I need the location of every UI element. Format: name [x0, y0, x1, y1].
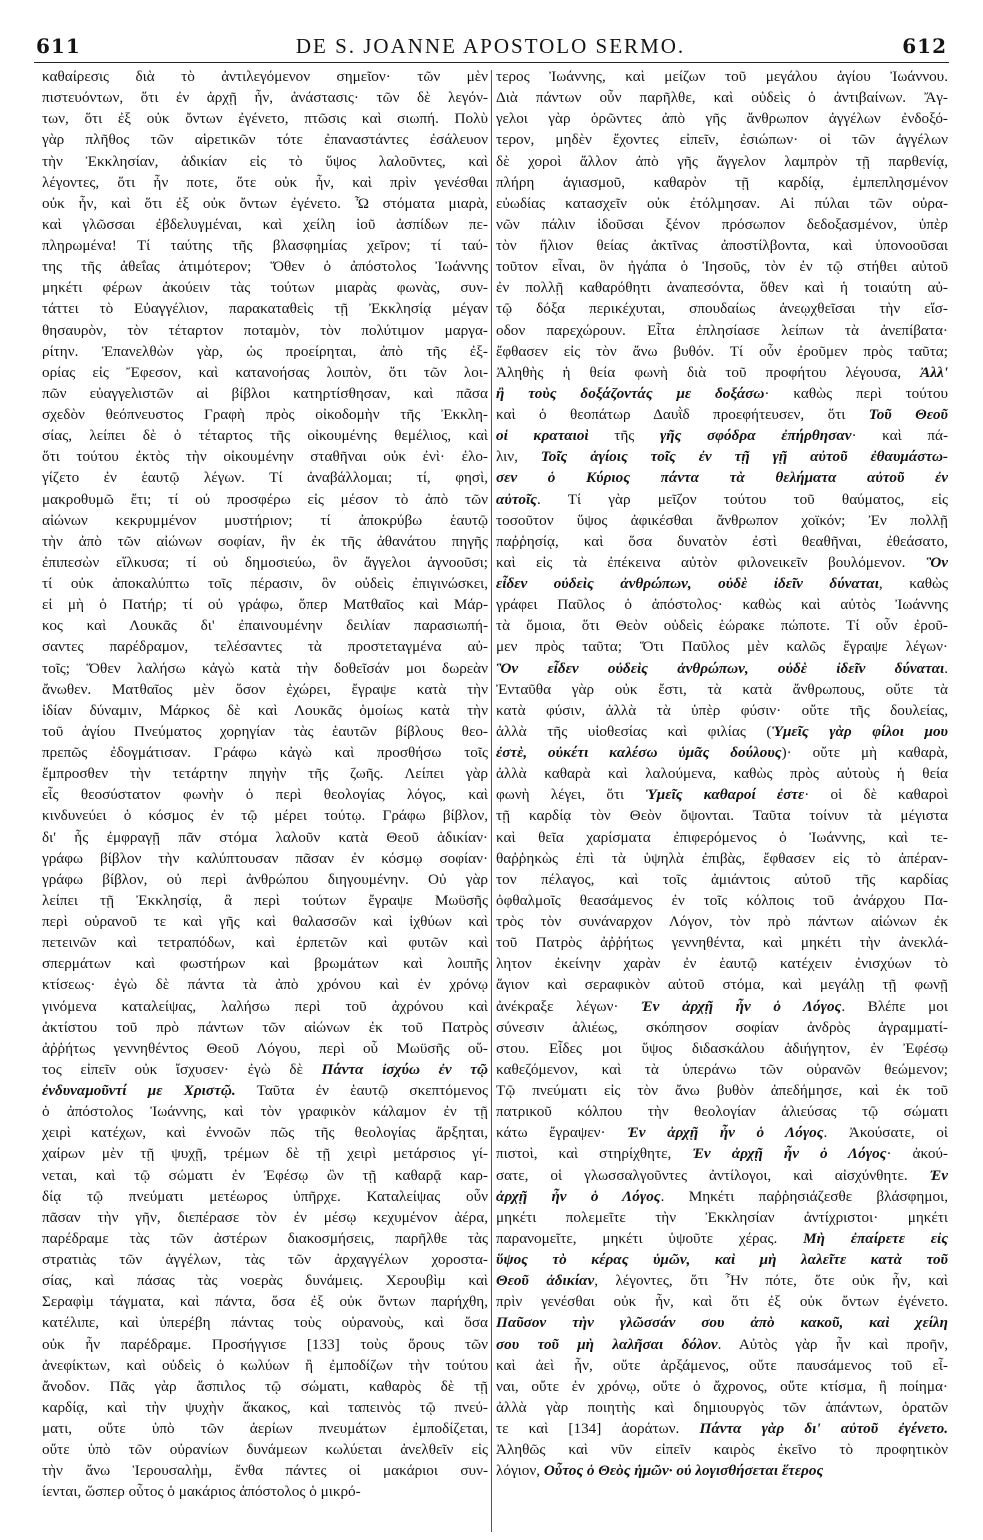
text-line: ἐνδυναμοῦντί με Χριστῷ. Ταῦτα ἐν ἑαυτῷ σκεπτόμενος	[42, 1082, 488, 1099]
text-line: ἀνεφίκτων, καὶ οὐδεὶς ὁ κωλύων ἢ ἐμποδίζων τὴν τούτου	[42, 1356, 488, 1374]
text-line: ἀλλὰ καθαρὰ καὶ λαλούμενα, καθὼς πρὸς αὐτοὺς ἡ θεία	[496, 765, 948, 783]
text-line: στου. Εἶδες μοι ὕψος διδασκάλου ἀδιήγητον, ἐν Ἐφέσῳ	[496, 1039, 948, 1057]
quotation: Ἐν ἀρχῇ ἦν ὁ Λόγος	[641, 997, 842, 1015]
text-line: πληρωμένα! Τί ταύτης τῆς βλασφημίας χεῖρον; τί ταύ-	[42, 237, 488, 254]
text-line: της τῆς ἀθεΐας ἀτιμότερον; Ὅθεν ὁ ἀπόστολος Ἰωάννης	[42, 258, 488, 276]
text-line: τὴν ἀπὸ τῶν αἰώνων σοφίαν, ἣν ἐκ τῆς ἀθανάτου πηγῆς	[42, 532, 488, 550]
text-line: τοῦ Πατρὸς ἀῤῥήτως γεννηθέντα, καὶ μηκέτι τὴν ἀνεκλά-	[496, 934, 948, 952]
text-line: καὶ γλῶσσαι ἐβδελυγμέναι, καὶ χείλη ἰοῦ ἀσπίδων πε-	[42, 215, 488, 233]
text-line: πρεπῶς ἐδογμάτισαν. Γράφω κἀγὼ καὶ προσθήσω τοῖς	[42, 744, 488, 761]
quotation: γῆς σφόδρα ἐπήρθησαν	[659, 427, 852, 445]
text-line: Διὰ πάντων οὖν παρῆλθε, καὶ οὐδεὶς ὁ ἀντιβαίνων. Ἄγ-	[496, 89, 948, 107]
text-line: τὸν ἥλιον θείας ἀκτῖνας ἀποστίλβοντα, καὶ ὑπονοοῦσαι	[496, 237, 948, 254]
text-line: κατὰ φύσιν, ἀλλὰ τὰ ὑπὲρ φύσιν· οὔτε τῆς δουλείας,	[496, 701, 948, 719]
text-line: πατρικοῦ κόλπου τὴν θεολογίαν ἁλιεύσας τῷ σώματι	[496, 1103, 948, 1121]
text-line	[496, 1249, 948, 1270]
text-line: αὐτοῖς. Τί γὰρ μεῖζον τούτου τοῦ θαύματος, εἰς	[496, 490, 948, 508]
text-line: νεται, καὶ τῷ σώματι ἐν Ἐφέσῳ ὢν τῇ καθαρᾷ καρ-	[42, 1166, 488, 1184]
text-line: των, ὅτι ἐξ οὐκ ὄντων ἐγένετο, πτῶσις καὶ σιωπή. Πολὺ	[42, 110, 488, 128]
text-line: γινόμενα καταλείψας, λαλήσω περὶ τοῦ ἀχρόνου καὶ	[42, 997, 488, 1015]
text-line: καθεζόμενον, καὶ τὰ ὑπεράνω τῶν οὐρανῶν θεώμενον;	[496, 1060, 948, 1078]
text-line: ἀρχῇ ἦν ὁ Λόγος. Μηκέτι παῤῥησιάζεσθε βλάσφημοι,	[496, 1187, 948, 1205]
text-line: ἔφθασεν εἰς τὸν ἄνω βυθόν. Τί οὖν ἐροῦμεν πρὸς ταῦτα;	[496, 342, 948, 360]
text-line: τάττει τὸ Εὐαγγέλιον, παρακαταθεὶς τῇ Ἐκκλησίᾳ μέγαν	[42, 300, 488, 318]
quotation: ἐστὲ, οὐκέτι καλέσω ὑμᾶς δούλους	[496, 744, 782, 761]
text-line: Ἐνταῦθα γὰρ οὐκ ἔστι, τὰ κατὰ ἄνθρωπους, οὔτε τὰ	[496, 680, 948, 698]
text-line: ἐπιπεσὼν εἵλκυσα; τί οὐ δημοσιεύω, ὃν ἄγγελοι ἀγνοοῦσι;	[42, 553, 488, 571]
text-line: αἰώνων κεκρυμμένον μυστήριον; τί ἀποκρύβω ἑαυτῷ	[42, 511, 488, 529]
text-line: θησαυρὸν, τὸν τέταρτον ποταμὸν, τὸν πολύτιμον μαργα-	[42, 321, 488, 339]
quotation: Ἐν ἀρχῇ ἦν ὁ Λόγος	[692, 1145, 887, 1163]
text-line: ματι, οὔτε ὑπὸ τῶν ἀερίων πνευμάτων ἐμποδίζεται,	[42, 1420, 488, 1437]
running-title: DE S. JOANNE APOSTOLO SERMO.	[295, 34, 686, 58]
text-line: κτίσεως· ἐγὼ δὲ πάντα τὰ ἀπὸ χρόνου καὶ ἐν χρόνῳ	[42, 976, 488, 994]
text-line: λόγιον, Οὗτος ὁ Θεὸς ἡμῶν· οὐ λογισθήσεται ἕτερος	[496, 1462, 824, 1480]
text-line: εὐωδίας κατασχεῖν οὐκ ἐτόλμησαν. Αἱ πύλαι τῶν οὐρα-	[496, 194, 948, 212]
text-line: πιστευόντων, ὅτι ἐν ἀρχῇ ἦν, ἀνάστασις· τῶν δὲ λεγόν-	[42, 89, 488, 107]
quotation: Ὑμεῖς καθαροί ἐστε	[645, 786, 805, 804]
quotation: σεν ὁ Κύριος πάντα τὰ θελήματα αὐτοῦ ἐν	[496, 469, 948, 487]
text-line: Ἀληθὴς ἡ θεία φωνὴ διὰ τοῦ προφήτου λέγουσα, Ἀλλ'	[496, 363, 948, 381]
text-line: ἢ τοὺς δοξάζοντάς με δοξάσω· καθὼς περὶ τούτου	[496, 384, 948, 402]
text-line: τερον, μηδὲν ἔχοντες εἰπεῖν, ἐσιώπων· οἱ τῶν ἀγγέλων	[496, 131, 948, 149]
text-line: καθαίρεσις διὰ τὸ ἀντιλεγόμενον σημεῖον· τῶν μὲν	[42, 68, 488, 85]
quotation: Ἀλλ'	[920, 363, 948, 381]
text-line: οὔτε ὑπὸ τῶν οὐρανίων δυνάμεων κωλύεται ἀνελθεῖν εἰς	[42, 1441, 488, 1459]
text-line: ἀκτίστου τοῦ πρὸ πάντων τῶν αἰώνων ἐκ τοῦ Πατρὸς	[42, 1018, 488, 1036]
running-header	[28, 28, 953, 62]
right-column	[496, 66, 948, 1534]
text-line: ἄνωθεν. Ματθαῖος μὲν ὅσον ἐχώρει, ἔγραψε κατὰ τὴν	[42, 680, 488, 698]
text-line: κος καὶ Λουκᾶς δι' ἐπαινουμένην δειλίαν παρασιωπή-	[42, 617, 488, 635]
header-rule	[34, 62, 949, 63]
text-line: τοσοῦτον ὕψος ἀφικέσθαι ἄνθρωπον χοϊκόν; Ἐν πολλῇ	[496, 511, 948, 529]
text-line: καὶ ἀεὶ ἦν, οὔτε ἀρξάμενος, οὔτε παυσάμενος τοῦ εἶ-	[496, 1356, 948, 1374]
text-line: μεν πρὸς ταῦτα; Ὅτι Παῦλος μὲν καλῶς ἔγραψε λέγων·	[496, 638, 948, 656]
text-line: τὴν ἄνω Ἱερουσαλὴμ, ἔνθα πάντες οἱ μακάριοι συν-	[42, 1462, 488, 1480]
text-line: γράφει Παῦλος ὁ ἀπόστολος· καθὼς καὶ αὐτὸς Ἰωάννης	[496, 596, 948, 614]
text-line: εἶδεν οὐδεὶς ἀνθρώπων, οὐδὲ ἰδεῖν δύναται, καθὼς	[496, 575, 948, 592]
text-line: γίζετο ἐν ἑαυτῷ λέγων. Τί ἀναβάλλομαι; τί, φησὶ,	[42, 469, 488, 487]
text-line: λέγοντες, ὅτι ἦν ποτε, ὅτε οὐκ ἦν, καὶ πρὶν γενέσθαι	[42, 173, 488, 191]
text-line: σου τοῦ μὴ λαλῆσαι δόλον. Αὐτὸς γὰρ ἦν καὶ προῆν,	[496, 1335, 948, 1353]
text-line: γελοι γὰρ ὁρῶντες ἀπὸ γῆς ἄνθρωπον ἀγγέλων ἐνδοξό-	[496, 110, 948, 128]
text-line: γράφω βίβλον, οὐ περὶ ἀνθρώπου διηγουμένην. Οὐ γὰρ	[42, 870, 488, 888]
text-line: ναι, οὔτε ἐν χρόνῳ, οὔτε ὁ ἄχρονος, οὔτε κτίσμα, ἢ ποίημα·	[496, 1377, 948, 1395]
quotation: Ὃν εἶδεν οὐδεὶς ἀνθρώπων, οὐδὲ ἰδεῖν δύναται	[496, 659, 945, 677]
quotation: ἢ τοὺς δοξάζοντάς με δοξάσω	[496, 384, 765, 402]
text-line: τρὸς τὸν συνάναρχον Λόγον, τὸν πρὸ πάντων αἰώνων ἐκ	[496, 913, 948, 930]
text-line: Ὃν εἶδεν οὐδεὶς ἀνθρώπων, οὐδὲ ἰδεῖν δύναται.	[496, 659, 948, 677]
text-line: ἐν πολλῇ καθαρόθητι ἀναπεσόντα, ὅθεν καὶ ἡ τοιαύτη αὐ-	[496, 279, 948, 297]
quotation: ἐνδυναμοῦντί με Χριστῷ.	[42, 1082, 236, 1099]
text-line: ἰδίαν δύναμιν, Μάρκος δὲ καὶ Λουκᾶς ὁμοίως κατὰ τὴν	[42, 701, 488, 719]
text-line: πῶν εὐαγγελιστῶν αἱ βίβλοι κατηρτίσθησαν, καὶ πᾶσα	[42, 384, 488, 402]
text-line: μακροθυμῶ ἔτι; τί οὐ προσφέρω εἰς μέσον τὸ ἀπὸ τῶν	[42, 490, 488, 508]
quotation: Μὴ ἐπαίρετε εἰς	[803, 1229, 948, 1247]
text-line: πιστοὶ, καὶ στηρίχθητε, Ἐν ἀρχῇ ἦν ὁ Λόγος· ἀκού-	[496, 1145, 948, 1163]
text-line: Σεραφὶμ τάγματα, καὶ πάντα, ὅσα ἐξ οὐκ ὄντων παρήχθη,	[42, 1293, 488, 1311]
text-line: Θεοῦ ἀδικίαν, λέγοντες, ὅτι Ἦν πότε, ὅτε οὐκ ἦν, καὶ	[496, 1272, 948, 1290]
text-line: Ἀληθῶς καὶ νῦν εἰπεῖν καιρὸς ἐκεῖνο τὸ προφητικὸν	[496, 1441, 948, 1459]
text-line: παρέδραμε τὰς τῶν ἀστέρων διακοσμήσεις, παρῆλθε τὰς	[42, 1229, 488, 1247]
page-number-left: 611	[36, 34, 81, 58]
text-line: τί οὐκ ἀποκαλύπτω τοῖς πέρασιν, ὃν οὐδεὶς ἐπιγινώσκει,	[42, 575, 488, 592]
text-line: ἐστὲ, οὐκέτι καλέσω ὑμᾶς δούλους)· οὔτε μὴ καθαρὰ,	[496, 744, 948, 761]
text-line: τοῦτον εἶναι, ὃν ἠγάπα ὁ Ἰησοῦς, τὸν ἐν τῷ στήθει αὐτοῦ	[496, 258, 948, 276]
text-line: εἷς θεοσύστατον φωνὴν ὁ περὶ θεολογίας λόγος, καὶ	[42, 786, 488, 804]
text-line: περὶ οὐρανοῦ τε καὶ γῆς καὶ θαλασσῶν καὶ ἰχθύων καὶ	[42, 913, 488, 930]
text-line: ἀῤῥήτως γεννηθέντος Θεοῦ Λόγου, περὶ οὗ Μωϋσῆς οὕ-	[42, 1039, 488, 1057]
text-line: τοῖς; Ὅθεν λαλήσω κἀγὼ κατὰ τὴν δοθεῖσάν μοι δωρεὰν	[42, 659, 488, 677]
quotation: εἶδεν οὐδεὶς ἀνθρώπων, οὐδὲ ἰδεῖν δύναται	[496, 575, 879, 592]
quotation: Πάντα γὰρ δι' αὐτοῦ ἐγένετο.	[699, 1420, 948, 1437]
quotation: Ἐν ἀρχῇ ἦν ὁ Λόγος	[627, 1124, 824, 1142]
quotation: Τοῦ Θεοῦ	[868, 406, 948, 423]
text-line: φωνὴ λέγει, ὅτι Ὑμεῖς καθαροί ἐστε· οἱ δὲ καθαροὶ	[496, 786, 948, 804]
text-line: Τῷ πνεύματι εἰς τὸν ἄνω βυθὸν ἀπεδήμησε, καὶ ἐκ τοῦ	[496, 1082, 948, 1099]
text-line: παρανομεῖτε, μηκέτι ὑψοῦτε χέρας. Μὴ ἐπαίρετε εἰς	[496, 1229, 948, 1247]
text-line: τὰ ὅμοια, ὅτι Θεὸν οὐδεὶς ἑώρακε πώποτε. Τί οὖν ἐροῦ-	[496, 617, 948, 635]
text-line: ὀφθαλμοῖς θεασάμενος ἐν τοῖς κόλποις τοῦ ἀνάρχου Πα-	[496, 891, 948, 909]
text-line: ὅτι τούτου ἐκτὸς τὴν οἰκουμένην σταθῆναι οὐκ ἐνὶ· ἐλο-	[42, 448, 488, 466]
text-line: πετεινῶν καὶ τετραπόδων, καὶ ἑρπετῶν καὶ φυτῶν καὶ	[42, 934, 488, 952]
left-column	[42, 66, 488, 1534]
text-line: πλήρη ἁγιασμοῦ, καθαρὸν τῇ καρδίᾳ, ἐμπεπλησμένον	[496, 173, 948, 191]
column-divider	[491, 70, 492, 1532]
text-line: τὴν Ἐκκλησίαν, ἀδικίαν εἰς τὸ ὕψος λαλοῦντες, καὶ	[42, 152, 488, 170]
text-line: οδον παρεχώρουν. Εἶτα ἐπλησίασε λείπων τὰ ἀνεπίβατα·	[496, 321, 948, 339]
text-line: ίενται, ὥσπερ οὗτος ὁ μακάριος ἀπόστολος ὁ μικρό-	[42, 1483, 361, 1501]
quotation: Παῦσον τὴν γλῶσσάν σου ἀπὸ κακοῦ, καὶ χείλη	[496, 1314, 948, 1332]
text-line: τῷ δόξα περικέχυται, σπουδαίως ἀνεῳχθεῖσαι τὴν εἴσ-	[496, 300, 948, 318]
text-line: κινδυνεύει ὁ κόσμος ἐν τῷ μέρει τούτῳ. Γράφω βίβλον,	[42, 807, 488, 825]
text-line: παῤῥησίᾳ, καὶ ὅσα δυνατὸν ἐστὶ θεαθῆναι, ἐθεάσατο,	[496, 532, 948, 550]
text-line: δίᾳ τῷ πνεύματι μετέωρος ὑπῆρχε. Καταλείψας οὖν	[42, 1187, 488, 1205]
page-number-right: 612	[902, 34, 947, 58]
text-line: σπερμάτων καὶ φωστήρων καὶ βρωμάτων καὶ λοιπῆς	[42, 955, 488, 973]
quotation: Ἐν	[929, 1166, 948, 1184]
text-line: ορίας εἰς Ἔφεσον, καὶ κατανοήσας λοιπὸν, ὅτι τῶν λοι-	[42, 363, 488, 381]
text-line	[496, 467, 948, 488]
quotation: Τοῖς ἁγίοις τοῖς ἐν τῇ γῇ αὐτοῦ ἐθαυμάστω-	[540, 448, 948, 466]
text-line: καρδίᾳ, καὶ τὴν ψυχὴν ἄκακος, καὶ ταπεινὸς τῷ πνεύ-	[42, 1398, 488, 1416]
text-line: ἄνοδον. Πᾶς γὰρ ἄσπιλος τῷ σώματι, καθαρὸς δὲ τῇ	[42, 1377, 488, 1395]
text-line: τος εἰπεῖν οὐκ ἴσχυσεν· ἐγὼ δὲ Πάντα ἰσχύω ἐν τῷ	[42, 1060, 488, 1078]
quotation: Πάντα ἰσχύω ἐν τῷ	[321, 1060, 488, 1078]
quotation: ὕψος τὸ κέρας ὑμῶν, καὶ μὴ λαλεῖτε κατὰ τοῦ	[496, 1251, 948, 1268]
text-line: μηκέτι πολεμεῖτε τὴν Ἐκκλησίαν ἀντίχριστοι· μηκέτι	[496, 1208, 948, 1226]
text-line: ἀλλὰ γὰρ ποιητὴς καὶ δημιουργὸς τῶν ἁπάντων, ὁρατῶν	[496, 1398, 948, 1416]
text-line: κάτω ἔγραψεν· Ἐν ἀρχῇ ἦν ὁ Λόγος. Ἀκούσατε, οἱ	[496, 1124, 948, 1142]
text-line: πρὶν γενέσθαι οὐκ ἦν, καὶ ὅτι ἐξ οὐκ ὄντων ἐγένετο.	[496, 1293, 948, 1311]
text-line: θαῤῥηκὼς ἐπὶ τὰ ὑψηλὰ ἐπιβὰς, ἔφθασεν εἰς τὸ ἀπέραν-	[496, 849, 948, 867]
text-line: καὶ θεῖα χαρίσματα ἐπιφερόμενος ὁ Ἰωάννης, καὶ τε-	[496, 828, 948, 846]
text-line: τερος Ἰωάννης, καὶ μείζων τοῦ μεγάλου ἁγίου Ἰωάννου.	[496, 68, 948, 85]
text-line: σχεδὸν θεόπνευστος Γραφὴ πρὸς οἰκοδομὴν τῆς Ἐκκλη-	[42, 406, 488, 423]
text-line: λητον ἐκείνην χαρὰν ἐν ἑαυτῷ κατέχειν ἐνισχύων τὸ	[496, 955, 948, 973]
text-line: χειρὶ κατέχων, καὶ ἐννοῶν πῶς τῆς θεολογίας ἄρξηται,	[42, 1124, 488, 1142]
quotation: οἱ κραταιοὶ	[496, 427, 589, 445]
text-line: δι' ἧς ἐμφραγῇ πᾶν στόμα λαλοῦν κατὰ Θεοῦ ἀδικίαν·	[42, 828, 488, 846]
text-line	[496, 1312, 948, 1333]
text-line: γὰρ πλῆθος τῶν αἱρετικῶν τότε ἐπαναστάντες ἐσάλευον	[42, 131, 488, 149]
quotation: αὐτοῖς	[496, 490, 537, 508]
text-line: ὁ ἀπόστολος Ἰωάννης, καὶ τὸν γραφικὸν κάλαμον ἐν τῇ	[42, 1103, 488, 1121]
text-line: καὶ ὁ θεοπάτωρ Δαυῒδ προεφήτευσεν, ὅτι Τοῦ Θεοῦ	[496, 406, 948, 423]
text-line: στρατιὰς τῶν ἀγγέλων, τὰς τῶν ἀρχαγγέλων χοροστα-	[42, 1251, 488, 1268]
text-line: τοῦ ἁγίου Πνεύματος χορηγίαν τὰς ἑαυτῶν βίβλους θεο-	[42, 722, 488, 740]
quotation: Θεοῦ ἀδικίαν	[496, 1272, 595, 1290]
text-line: οὐκ ἦν παρέδραμε. Προσήγγισε [133] τοὺς ὅρους τῶν	[42, 1335, 488, 1353]
quotation: Ὑμεῖς γὰρ φίλοι μου	[771, 722, 948, 740]
quotation: ἀρχῇ ἦν ὁ Λόγος	[496, 1187, 661, 1205]
quotation: σου τοῦ μὴ λαλῆσαι δόλον	[496, 1335, 718, 1353]
text-line: νῶν πάλιν ἰδοῦσαι ξένον πρόσωπον δεδοξασμένον, ὑπὲρ	[496, 215, 948, 233]
text-line: τε καὶ [134] ἀοράτων. Πάντα γὰρ δι' αὐτοῦ ἐγένετο.	[496, 1420, 948, 1437]
text-line: πᾶσαν τὴν γῆν, διεπέρασε τὸν ἐν μέσῳ κεχυμένον ἀέρα,	[42, 1208, 488, 1226]
text-line: σατε, οἱ γλωσσαλγοῦντες ἀντίλογοι, καὶ αἰσχύνθητε. Ἐν	[496, 1166, 948, 1184]
text-line: καὶ εἰς τὰ ἐπέκεινα αὐτὸν φιλονεικεῖν βουλόμενον. Ὃν	[496, 553, 948, 571]
text-line: σίας, καὶ πάσας τὰς νοερὰς δυνάμεις. Χερουβὶμ καὶ	[42, 1272, 488, 1290]
text-line: σαντες παρέδραμον, τελέσαντες τὰ προστεταγμένα αὐ-	[42, 638, 488, 656]
text-line: εἰ μὴ ὁ Πατήρ; τί οὐ γράφω, ὅπερ Ματθαῖος καὶ Μάρ-	[42, 596, 488, 614]
text-line: ρίτην. Ἐπανελθὼν γὰρ, ὡς προείρηται, ἀπὸ τῆς ἐξ-	[42, 342, 488, 360]
text-line: τον πέλαγος, καὶ τοῖς ἀμιάντοις αὐτοῦ τῆς καρδίας	[496, 870, 948, 888]
text-line: τῇ καρδίᾳ τὸν Θεὸν ὄψονται. Ταῦτα τοίνυν τὰ μέγιστα	[496, 807, 948, 825]
quotation: Οὗτος ὁ Θεὸς ἡμῶν· οὐ λογισθήσεται ἕτερος	[543, 1462, 824, 1480]
text-line: ἅγιον καὶ σεραφικὸν αὐτοῦ στόμα, καὶ μεγάλῃ τῇ φωνῇ	[496, 976, 948, 994]
text-line: μηκέτι φέρων ἀκούειν τὰς τούτων μιαρὰς φωνὰς, συν-	[42, 279, 488, 297]
text-line: ἔμπροσθεν τὴν τετάρτην πηγὴν τῆς ζωῆς. Λείπει γὰρ	[42, 765, 488, 783]
quotation: Ὃν	[925, 553, 948, 571]
text-line: κατέλιπε, καὶ ὑπερέβη πάντας τοὺς οὐρανοὺς, καὶ ὅσα	[42, 1314, 488, 1332]
text-line: σύνεσιν ἁλιέως, σκόπησον σοφίαν ἀνδρὸς ἀγραμματί-	[496, 1018, 948, 1036]
text-line: χαίρων μὲν τῇ ψυχῇ, τρέμων δὲ τῇ χειρὶ μετάρσιος γί-	[42, 1145, 488, 1163]
text-line: οὐκ ἦν, καὶ ὅτι ἐξ οὐκ ὄντων ἐγένετο. Ὦ στόματα μιαρὰ,	[42, 194, 488, 212]
text-line: ἀλλὰ τῆς υἱοθεσίας καὶ φιλίας (Ὑμεῖς γὰρ φίλοι μου	[496, 722, 948, 740]
text-line: γράφω βίβλον τὴν καλύπτουσαν πᾶσαν ἐν κόσμῳ σοφίαν·	[42, 849, 488, 867]
text-line: ἀνέκραξε λέγων· Ἐν ἀρχῇ ἦν ὁ Λόγος. Βλέπε μοι	[496, 997, 948, 1015]
text-line: λείπει τῇ Ἐκκλησίᾳ, ἃ περὶ τούτων ἔγραψε Μωϋσῆς	[42, 891, 488, 909]
text-line: δὲ χοροὶ ἄλλον ἀπὸ γῆς ἄγγελον λαμπρὸν τῇ παρθενίᾳ,	[496, 152, 948, 170]
text-line: λιν, Τοῖς ἁγίοις τοῖς ἐν τῇ γῇ αὐτοῦ ἐθαυμάστω-	[496, 448, 948, 466]
text-line: οἱ κραταιοὶ τῆς γῆς σφόδρα ἐπήρθησαν· καὶ πά-	[496, 427, 948, 445]
text-line: σίας, λείπει δὲ ὁ τέταρτος τῆς οἰκουμένης θεμέλιος, καὶ	[42, 427, 488, 445]
